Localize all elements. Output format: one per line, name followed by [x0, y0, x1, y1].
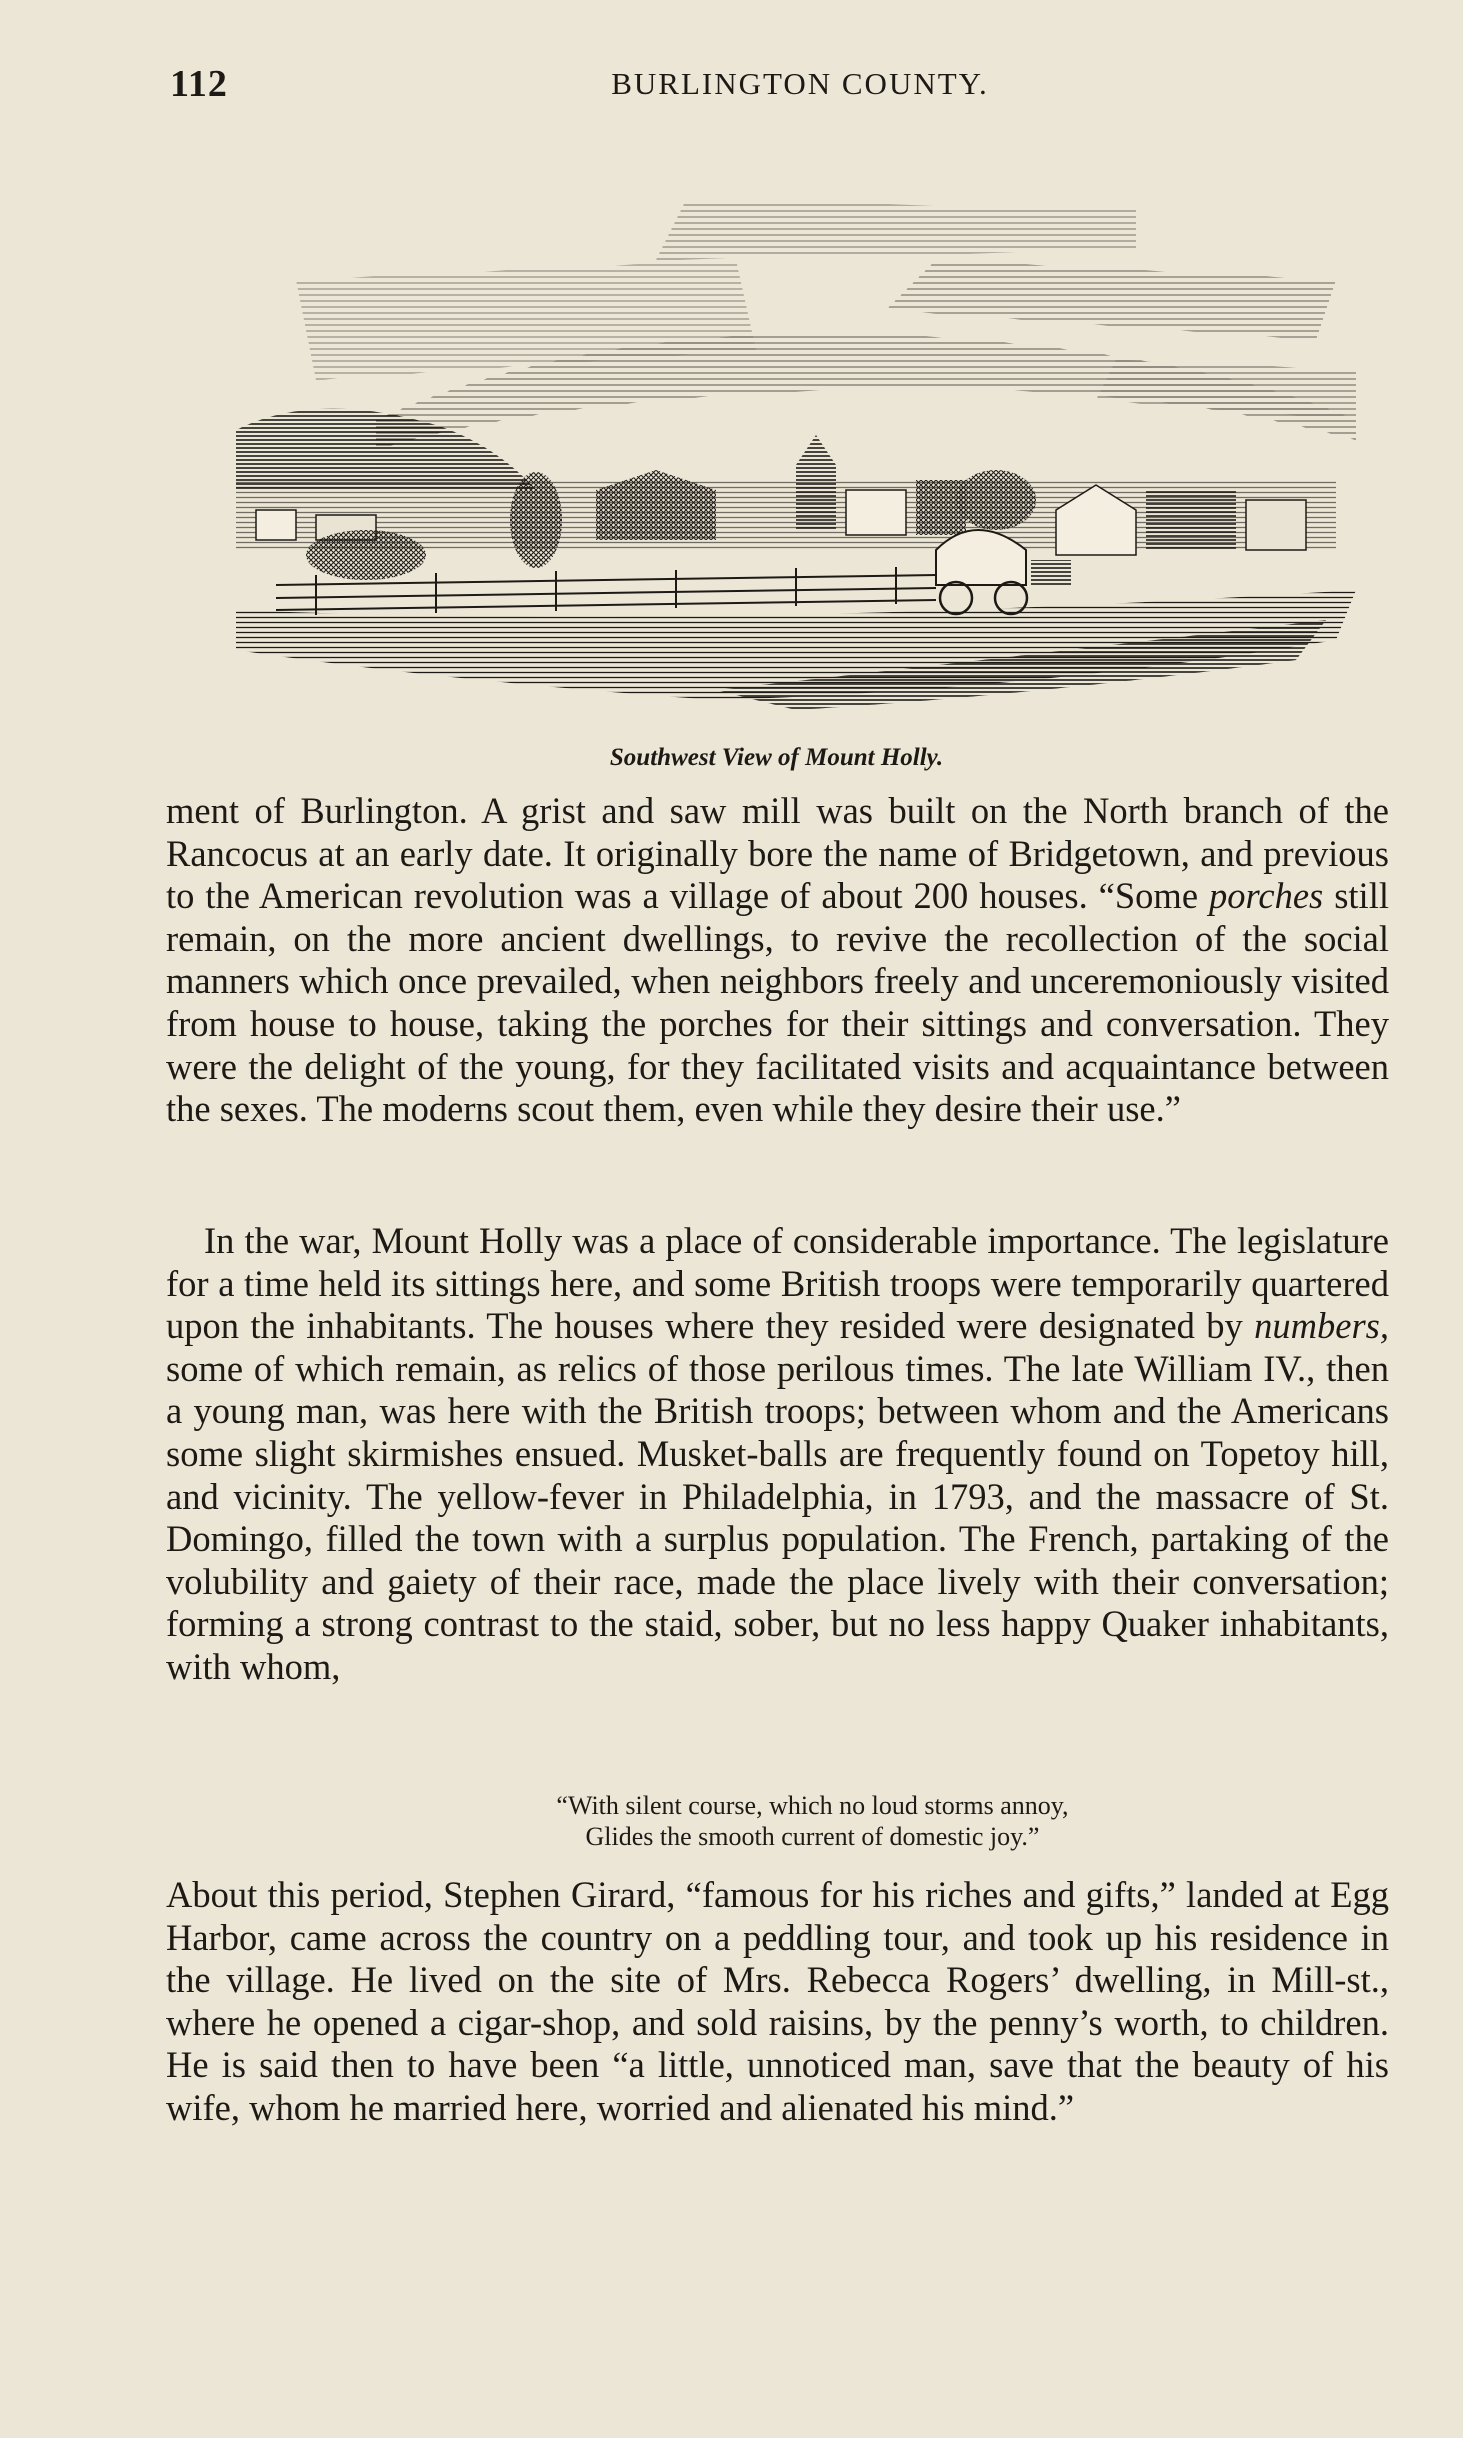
running-title: BURLINGTON COUNTY.: [611, 66, 989, 101]
verse-line-1: “With silent course, which no loud storms annoy,: [556, 1791, 1069, 1820]
paragraph-1: [166, 790, 1389, 1131]
paragraph-1-italic: porches: [1209, 875, 1324, 917]
paragraph-2-text: In the war, Mount Holly was a place of considerable importance. The legislature for a time held its sittings here, and some British troops were temporarily quartered upon the inhabitants. The houses where they resided were designated by: [166, 1220, 1389, 1347]
verse-quote: [166, 1790, 1389, 1852]
verse-line-2: Glides the smooth current of domestic joy.”: [585, 1822, 1040, 1851]
engraving-illustration: [236, 190, 1356, 730]
paragraph-1-text: ment of Burlington. A grist and saw mill was built on the North branch of the Rancocus at an early date. It originally bore the name of Bridgetown, and previous to the American revolution was a village of about 200 houses. “Some: [166, 790, 1389, 917]
page-number: 112: [170, 63, 228, 105]
paragraph-2-italic: numbers,: [1254, 1305, 1389, 1347]
page-header: [170, 62, 1390, 112]
paragraph-2: [166, 1220, 1389, 1689]
sky-clouds: [296, 200, 1356, 450]
paragraph-3-text: About this period, Stephen Girard, “famous for his riches and gifts,” landed at Egg Harbor, came across the country on a peddling tour, and took up his residence in the village. He lived on the site of Mrs. Rebecca Rogers’ dwelling, in Mill-st., where he opened a cigar-shop, and sold raisins, by the penny’s worth, to children. He is said then to have been “a little, unnoticed man, save that the beauty of his wife, whom he married here, worried and alienated his mind.”: [166, 1874, 1389, 2128]
paragraph-3: [166, 1874, 1389, 2130]
paragraph-2-text-cont: some of which remain, as relics of those perilous times. The late William IV., then a young man, was here with the British troops; between whom and the Americans some slight skirmishes ensued. Musket-balls are frequently found on Topetoy hill, and vicinity. The yellow-fever in Philadelphia, in 1793, and the massacre of St. Domingo, filled the town with a surplus population. The French, partaking of the volubility and gaiety of their race, made the place lively with their conversation; forming a strong contrast to the staid, sober, but no less happy Quaker inhabitants, with whom,: [166, 1347, 1389, 1687]
illustration-caption: Southwest View of Mount Holly.: [609, 744, 944, 771]
paragraph-1-text-cont: still remain, on the more ancient dwellings, to revive the recollection of the social manners which once prevailed, when neighbors freely and unceremoniously visited from house to house, taking the porches for their sittings and conversation. They were the delight of the young, for they facilitated visits and acquaintance between the sexes. The moderns scout them, even while they desire their use.”: [166, 875, 1389, 1130]
